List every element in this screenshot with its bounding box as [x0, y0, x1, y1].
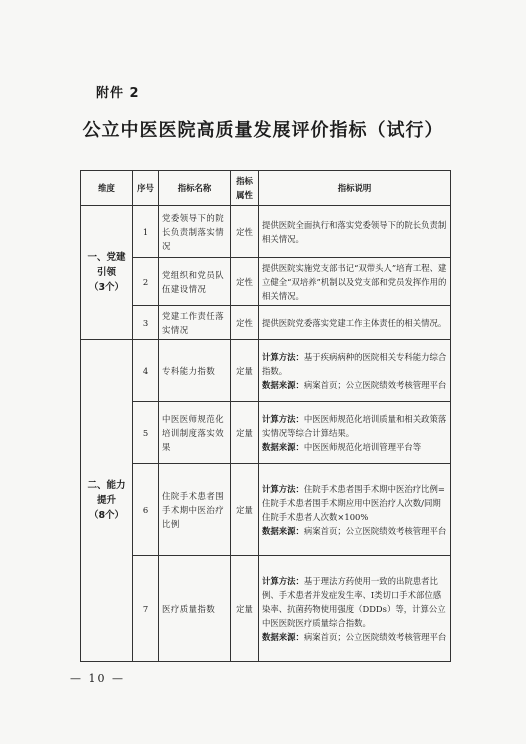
indicator-name: 住院手术患者围手术期中医治疗比例 [159, 464, 231, 556]
indicator-attr: 定量 [231, 464, 259, 556]
table-row [81, 206, 451, 258]
header-desc: 指标说明 [259, 171, 451, 206]
table-header-row [81, 171, 451, 206]
indicator-attr: 定量 [231, 556, 259, 662]
header-name: 指标名称 [159, 171, 231, 206]
source-label: 数据来源： [262, 525, 304, 536]
row-no: 5 [133, 402, 159, 464]
table-row [81, 340, 451, 402]
indicator-name: 党建工作责任落实情况 [159, 306, 231, 340]
table-row [81, 258, 451, 306]
page-number: — 10 — [70, 672, 125, 685]
row-no: 6 [133, 464, 159, 556]
header-dimension: 维度 [81, 171, 133, 206]
dimension-cell: 一、党建 引领 （3个） [81, 206, 133, 340]
indicator-attr: 定性 [231, 306, 259, 340]
calc-label: 计算方法： [262, 575, 304, 586]
indicator-attr: 定量 [231, 340, 259, 402]
calc-text: 中医医师规范化培训质量和相关政策落实情况等综合计算结果。 [262, 413, 447, 438]
source-label: 数据来源： [262, 631, 304, 642]
calc-text: 基于理法方药使用一致的出院患者比例、手术患者并发症发生率、I类切口手术部位感染率、抗菌药物使用强度（DDDs）等，计算公立中医医院医疗质量综合指数。 [262, 575, 446, 628]
indicator-name: 中医医师规范化培训制度落实效果 [159, 402, 231, 464]
source-label: 数据来源： [262, 441, 304, 452]
dimension-cell: 二、能力 提升 （8个） [81, 340, 133, 662]
table-row [81, 464, 451, 556]
source-label: 数据来源： [262, 379, 304, 390]
indicator-name: 专科能力指数 [159, 340, 231, 402]
row-no: 1 [133, 206, 159, 258]
row-no: 3 [133, 306, 159, 340]
indicator-attr: 定性 [231, 206, 259, 258]
indicator-desc: 提供医院实施党支部书记“双带头人”培育工程、建立健全“双培养”机制以及党支部和党员发挥作用的相关情况。 [259, 258, 451, 306]
indicator-desc [259, 556, 451, 662]
indicator-name: 党组织和党员队伍建设情况 [159, 258, 231, 306]
table-row [81, 556, 451, 662]
indicator-desc [259, 464, 451, 556]
calc-text: 基于疾病病种的医院相关专科能力综合指数。 [262, 351, 447, 376]
indicator-name: 党委领导下的院长负责制落实情况 [159, 206, 231, 258]
attachment-label: 附件 2 [96, 86, 140, 101]
source-text: 中医医师规范化培训管理平台等 [303, 441, 422, 452]
source-text: 病案首页；公立医院绩效考核管理平台 [303, 379, 447, 390]
row-no: 7 [133, 556, 159, 662]
indicator-desc: 提供医院全面执行和落实党委领导下的院长负责制相关情况。 [259, 206, 451, 258]
header-no: 序号 [133, 171, 159, 206]
source-text: 病案首页；公立医院绩效考核管理平台 [303, 525, 447, 536]
calc-label: 计算方法： [262, 351, 304, 362]
source-text: 病案首页；公立医院绩效考核管理平台 [303, 631, 447, 642]
row-no: 4 [133, 340, 159, 402]
indicator-table [80, 170, 451, 662]
indicator-desc [259, 340, 451, 402]
indicator-attr: 定量 [231, 402, 259, 464]
calc-label: 计算方法： [262, 483, 304, 494]
document-title: 公立中医医院高质量发展评价指标（试行） [82, 120, 444, 141]
indicator-desc: 提供医院党委落实党建工作主体责任的相关情况。 [259, 306, 451, 340]
header-attr: 指标属性 [231, 171, 259, 206]
calc-label: 计算方法： [262, 413, 304, 424]
calc-text: 住院手术患者围手术期中医治疗比例=住院手术患者围手术期应用中医治疗人次数/同期住院手术患者人次数×100% [262, 483, 445, 522]
indicator-attr: 定性 [231, 258, 259, 306]
table-row [81, 402, 451, 464]
row-no: 2 [133, 258, 159, 306]
indicator-name: 医疗质量指数 [159, 556, 231, 662]
table-row [81, 306, 451, 340]
indicator-desc [259, 402, 451, 464]
